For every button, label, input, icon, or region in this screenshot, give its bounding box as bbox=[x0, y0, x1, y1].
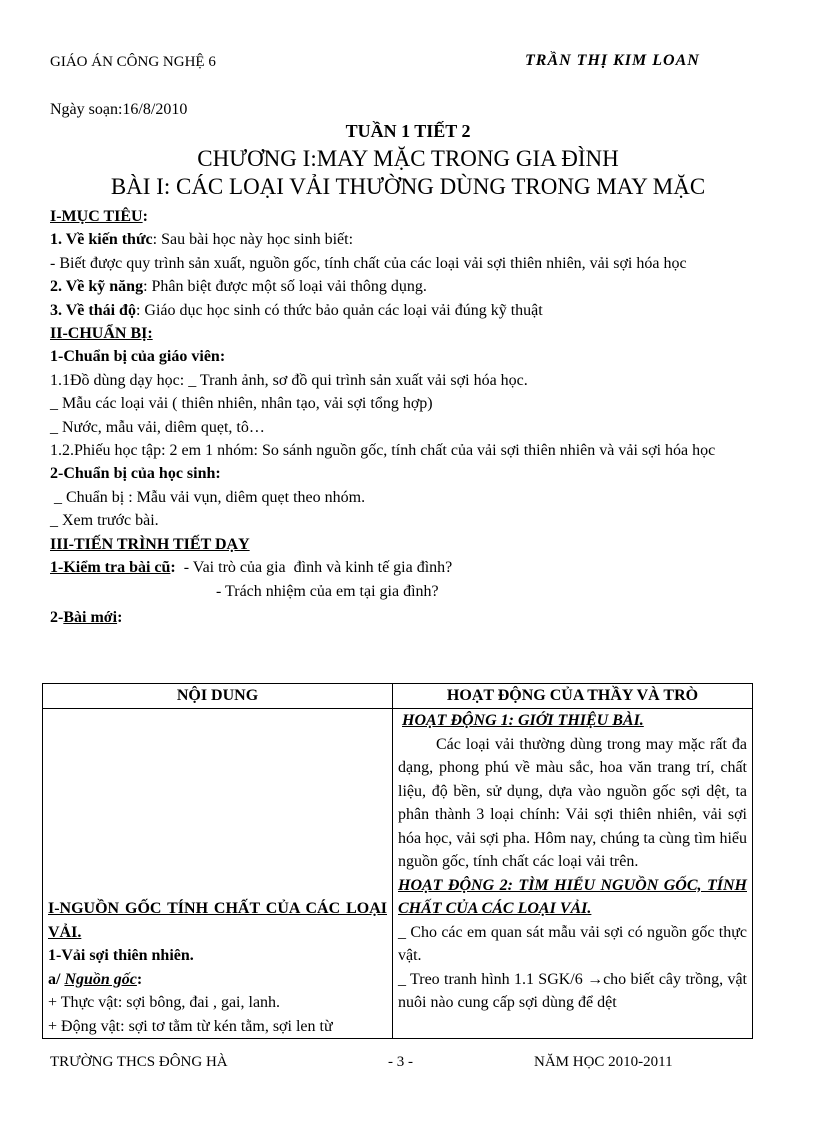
chapter-title: CHƯƠNG I:MAY MẶC TRONG GIA ĐÌNH bbox=[197, 146, 619, 171]
animal-fiber-item: + Động vật: sợi tơ tằm từ kén tằm, sợi len từ bbox=[48, 1017, 333, 1035]
footer-school: TRƯỜNG THCS ĐÔNG HÀ bbox=[50, 1054, 228, 1070]
attitude-text: : Giáo dục học sinh có thức bảo quản các loại vải đúng kỹ thuật bbox=[135, 301, 543, 319]
lesson-activity-table bbox=[42, 683, 753, 1039]
new-lesson-prefix: 2- bbox=[50, 608, 64, 626]
student-prep-item: _ Xem trước bài. bbox=[50, 512, 159, 530]
activity-1-heading: HOẠT ĐỘNG 1: GIỚI THIỆU BÀI. bbox=[402, 712, 644, 729]
header-author: TRẦN THỊ KIM LOAN bbox=[525, 52, 700, 69]
activity-2-heading-dot: . bbox=[587, 900, 592, 917]
origin-subheading bbox=[48, 968, 387, 992]
knowledge-text: : Sau bài học này học sinh biết: bbox=[152, 231, 354, 249]
teacher-prep-label: 1-Chuẩn bị của giáo viên bbox=[50, 348, 220, 366]
attitude-label: 3. Về thái độ bbox=[50, 301, 136, 319]
skill-label: 2. Về kỹ năng bbox=[50, 278, 144, 296]
activity-2-heading-text: HOẠT ĐỘNG 2: TÌM HIỂU NGUỒN GỐC, TÍNH CHẤT CỦA CÁC LOẠI VẢI bbox=[398, 876, 747, 917]
activity-column-header: HOẠT ĐỘNG CỦA THẦY VÀ TRÒ bbox=[393, 684, 753, 709]
natural-fiber-heading: 1-Vải sợi thiên nhiên. bbox=[48, 947, 194, 964]
plant-fiber-item: + Thực vật: sợi bông, đai , gai, lanh. bbox=[48, 994, 281, 1011]
activity-1-text: Các loại vải thường dùng trong may mặc rất đa dạng, phong phú về màu sắc, hoa văn trang trí, chất liệu, độ bền, sử dụng, dựa vào nguồn gốc sợi dệt, ta phân thành 3 loại chính: Vải sợi thiên nhiên, vải sợi hóa học, vải sợi pha. Hôm nay, chúng ta cùng tìm hiểu nguồn gốc, tính chất các loại vải trên. bbox=[398, 735, 747, 870]
review-label: 1-Kiểm tra bài cũ bbox=[50, 559, 171, 577]
review-question-1: - Vai trò của gia đình và kinh tế gia đình? bbox=[175, 559, 453, 577]
knowledge-detail: - Biết được quy trình sản xuất, nguồn gốc, tính chất của các loại vải sợi thiên nhiên, vải sợi hóa học bbox=[50, 254, 687, 272]
origin-section-heading: I-NGUỒN GỐC TÍNH CHẤT CỦA CÁC LOẠI VẢI. bbox=[48, 900, 387, 941]
teacher-prep-item: _ Nước, mẫu vải, diêm quẹt, tô… bbox=[50, 418, 265, 436]
origin-sub-label: a/ bbox=[48, 970, 65, 988]
review-colon: : bbox=[170, 559, 176, 577]
lesson-plan-body bbox=[50, 205, 772, 629]
activity-2-step-2: _ Treo tranh hình 1.1 SGK/6 →cho biết cây trồng, vật nuôi nào cung cấp sợi dùng để dệt bbox=[398, 970, 747, 1011]
attitude-objective bbox=[50, 299, 772, 322]
teacher-prep-worksheet: 1.2.Phiếu học tập: 2 em 1 nhóm: So sánh nguồn gốc, tính chất của vải sợi thiên nhiên và vải sợi hóa học bbox=[50, 442, 716, 460]
content-column-header: NỘI DUNG bbox=[43, 684, 393, 709]
procedure-heading: III-TIẾN TRÌNH TIẾT DẠY bbox=[50, 535, 250, 553]
knowledge-objective bbox=[50, 228, 772, 251]
prep-date: Ngày soạn:16/8/2010 bbox=[50, 101, 188, 118]
new-lesson-heading bbox=[50, 606, 772, 629]
teacher-prep-colon: : bbox=[219, 348, 226, 366]
knowledge-label: 1. Về kiến thức bbox=[50, 231, 153, 249]
activity-2-step-1: _ Cho các em quan sát mẫu vải sợi có nguồn gốc thực vật. bbox=[398, 923, 747, 964]
header-subject: GIÁO ÁN CÔNG NGHỆ 6 bbox=[50, 54, 216, 70]
origin-sub-text: Nguồn gốc bbox=[64, 970, 137, 988]
objectives-heading bbox=[50, 205, 772, 228]
preparation-heading: II-CHUẨN BỊ: bbox=[50, 325, 153, 343]
skill-text: : Phân biệt được một số loại vải thông dụng. bbox=[143, 278, 427, 296]
objectives-heading-text: I-MỤC TIÊU bbox=[50, 208, 143, 225]
teacher-prep-item: 1.1Đồ dùng dạy học: _ Tranh ảnh, sơ đồ qui trình sản xuất vải sợi hóa học. bbox=[50, 371, 528, 389]
new-lesson-label: Bài mới bbox=[63, 608, 118, 626]
content-cell bbox=[43, 709, 393, 1039]
student-prep-item: _ Chuẩn bị : Mẫu vải vụn, diêm quẹt theo nhóm. bbox=[50, 488, 366, 506]
review-questions bbox=[50, 556, 772, 579]
objectives-heading-colon: : bbox=[142, 208, 148, 225]
teacher-prep-heading bbox=[50, 345, 772, 368]
skill-objective bbox=[50, 275, 772, 298]
activity-cell bbox=[393, 709, 753, 1039]
review-question-2: - Trách nhiệm của em tại gia đình? bbox=[216, 582, 439, 600]
origin-sub-colon: : bbox=[136, 970, 143, 988]
teacher-prep-item: _ Mẫu các loại vải ( thiên nhiên, nhân tạo, vải sợi tổng hợp) bbox=[50, 395, 433, 413]
activity-2-heading bbox=[398, 874, 747, 921]
new-lesson-colon: : bbox=[117, 608, 123, 626]
student-prep-heading bbox=[50, 462, 772, 485]
student-prep-label: 2-Chuẩn bị của học sinh bbox=[50, 465, 216, 483]
footer-school-year: NĂM HỌC 2010-2011 bbox=[534, 1054, 673, 1070]
student-prep-colon: : bbox=[215, 465, 221, 483]
week-period: TUẦN 1 TIẾT 2 bbox=[345, 121, 471, 141]
footer-page-number: - 3 - bbox=[388, 1054, 413, 1070]
lesson-title: BÀI I: CÁC LOẠI VẢI THƯỜNG DÙNG TRONG MAY MẶC bbox=[110, 174, 706, 199]
